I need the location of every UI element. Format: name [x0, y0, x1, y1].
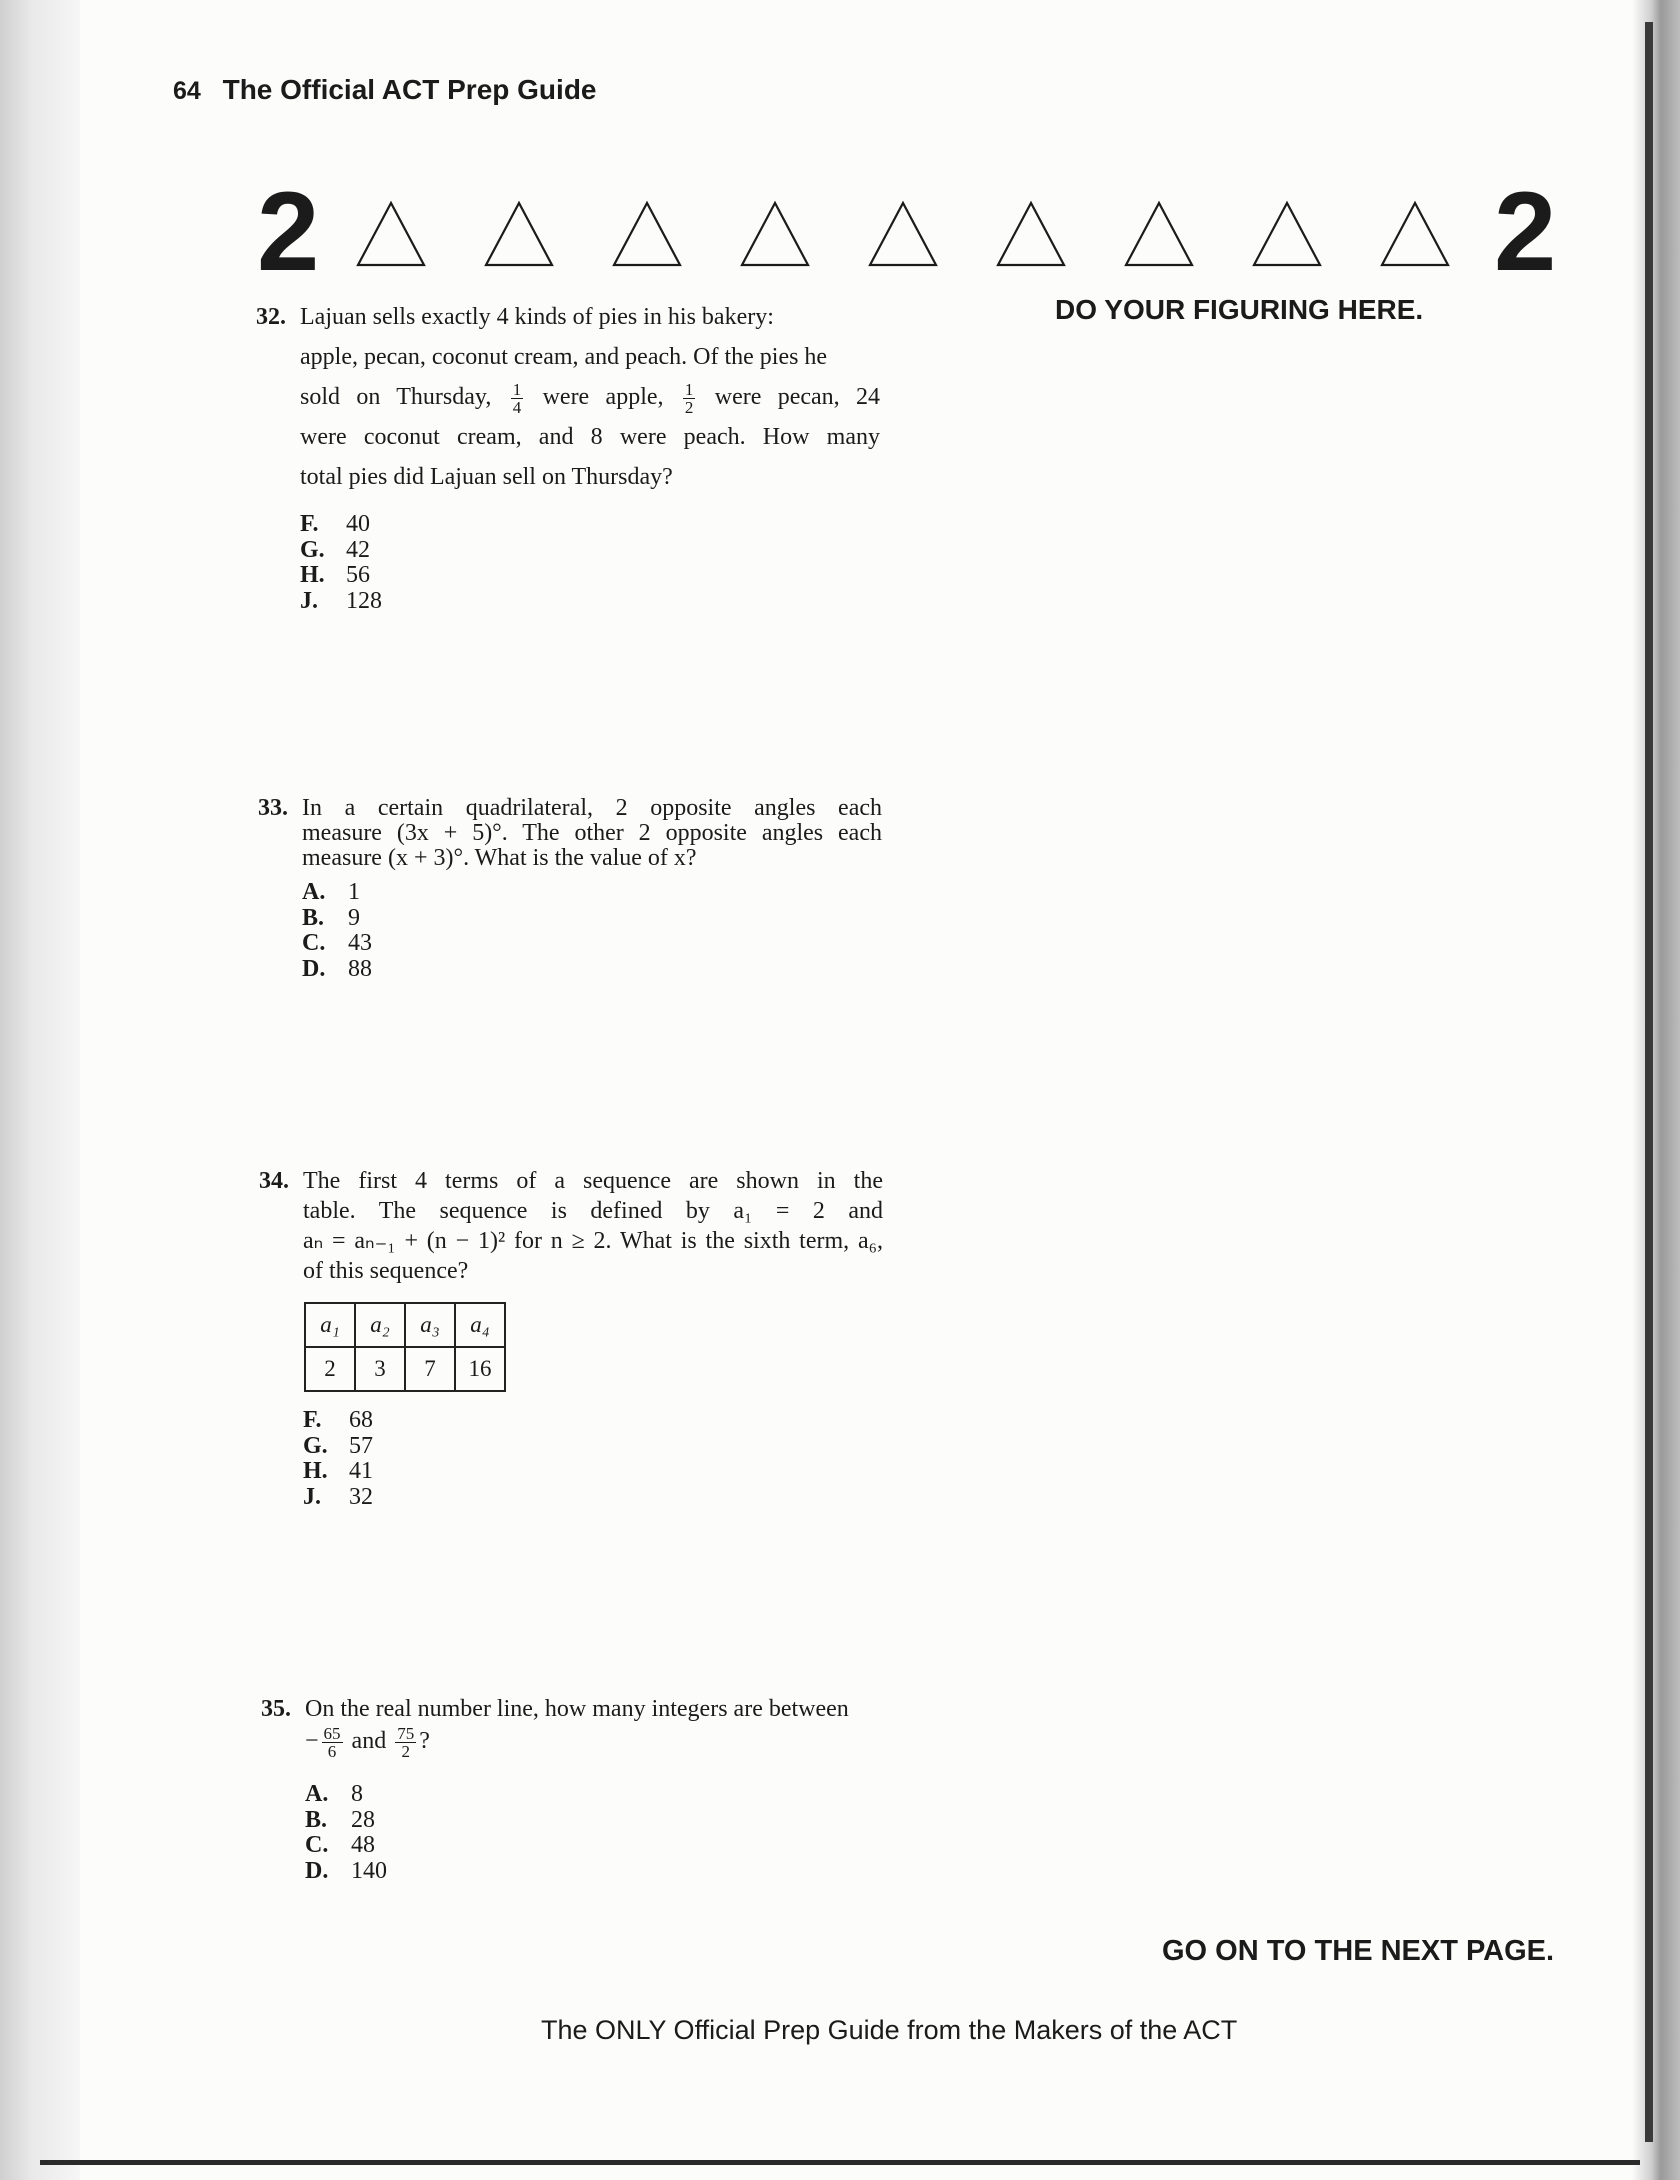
choice-text: 140	[351, 1857, 387, 1884]
answer-choices-34	[303, 1408, 373, 1510]
table-row	[305, 1347, 505, 1391]
question-text-line: The first 4 terms of a sequence are shown in the	[303, 1168, 883, 1194]
choice-letter: J.	[303, 1483, 321, 1510]
question-text-line: aₙ = aₙ₋₁ + (n − 1)² for n ≥ 2. What is the sixth term, a₆,	[303, 1228, 883, 1254]
choice-letter: D.	[302, 955, 326, 982]
triangle-icon	[1382, 203, 1448, 265]
fraction	[683, 381, 696, 416]
triangle-icon	[1126, 203, 1192, 265]
choice-letter: H.	[303, 1458, 328, 1484]
go-on-notice: GO ON TO THE NEXT PAGE.	[1162, 1935, 1555, 1967]
answer-choice[interactable]	[305, 1833, 387, 1859]
running-header	[173, 74, 597, 106]
triangle-icon	[614, 203, 680, 265]
text-segment: were pecan, 24	[714, 384, 881, 410]
question-33	[258, 795, 882, 871]
table-cell: 7	[405, 1347, 455, 1391]
book-title: The Official ACT Prep Guide	[222, 74, 597, 105]
figuring-area-label: DO YOUR FIGURING HERE.	[1055, 294, 1424, 325]
section-number-right: 2	[1494, 169, 1557, 294]
answer-choice[interactable]	[303, 1459, 373, 1485]
triangle-banner	[350, 200, 1470, 270]
question-text-line: were coconut cream, and 8 were peach. How many	[300, 424, 880, 450]
question-number: 33.	[258, 795, 288, 821]
numerator: 1	[512, 379, 522, 399]
choice-text: 56	[346, 562, 370, 588]
page-number: 64	[173, 77, 201, 105]
answer-choice[interactable]	[302, 957, 372, 983]
answer-choice[interactable]	[300, 563, 382, 589]
choice-letter: H.	[300, 562, 325, 588]
answer-choice[interactable]	[303, 1485, 373, 1511]
choice-letter: C.	[302, 930, 326, 956]
fraction	[322, 1725, 343, 1760]
question-text-line	[305, 1725, 905, 1760]
choice-letter: C.	[305, 1832, 329, 1858]
text-segment: sold on Thursday,	[300, 384, 492, 410]
answer-choice[interactable]	[303, 1408, 373, 1434]
answer-choice[interactable]	[305, 1859, 387, 1885]
answer-choice[interactable]	[305, 1808, 387, 1834]
page-footer: The ONLY Official Prep Guide from the Makers of the ACT	[541, 2015, 1238, 2045]
question-32	[256, 297, 881, 497]
triangle-icon	[486, 203, 552, 265]
question-text-line: measure (x + 3)°. What is the value of x?	[302, 845, 697, 871]
page-edge-shadow	[1632, 0, 1680, 2180]
choice-letter: B.	[302, 904, 325, 931]
choice-text: 1	[348, 879, 360, 905]
text-segment: were apple,	[542, 384, 664, 410]
choice-text: 32	[349, 1483, 373, 1510]
table-header-cell: a₄	[455, 1303, 505, 1347]
answer-choice[interactable]	[302, 906, 372, 932]
table-header-row	[305, 1303, 505, 1347]
question-text-line: of this sequence?	[303, 1258, 469, 1284]
choice-letter: A.	[302, 879, 326, 905]
fraction	[511, 381, 524, 416]
answer-choice[interactable]	[300, 589, 382, 615]
choice-text: 41	[349, 1458, 373, 1484]
answer-choice[interactable]	[300, 538, 382, 564]
table-header-cell: a₃	[405, 1303, 455, 1347]
question-number: 35.	[261, 1696, 291, 1722]
text-segment: and	[351, 1728, 387, 1755]
answer-choices-35	[305, 1782, 387, 1884]
question-text-line: total pies did Lajuan sell on Thursday?	[300, 464, 673, 490]
triangle-icon	[358, 203, 424, 265]
fraction	[395, 1725, 416, 1760]
answer-choice[interactable]	[305, 1782, 387, 1808]
choice-text: 40	[346, 511, 370, 537]
section-number-left: 2	[257, 169, 320, 294]
table-header-cell: a₂	[355, 1303, 405, 1347]
question-text-line: apple, pecan, coconut cream, and peach. Of the pies he	[300, 344, 828, 370]
question-number: 34.	[259, 1168, 289, 1194]
choice-text: 48	[351, 1832, 375, 1858]
choice-text: 43	[348, 930, 372, 956]
triangle-icon	[742, 203, 808, 265]
choice-text: 57	[349, 1432, 373, 1459]
answer-choices-33	[302, 880, 372, 982]
denominator: 2	[401, 1742, 410, 1761]
numerator: 1	[684, 379, 694, 399]
choice-letter: D.	[305, 1857, 329, 1884]
bottom-rule	[40, 2160, 1640, 2165]
choice-letter: F.	[303, 1407, 322, 1433]
question-text-line: In a certain quadrilateral, 2 opposite angles each	[302, 795, 882, 821]
table-cell: 16	[455, 1347, 505, 1391]
answer-choice[interactable]	[302, 931, 372, 957]
denominator: 2	[684, 397, 694, 417]
question-text-line: measure (3x + 5)°. The other 2 opposite angles each	[302, 820, 882, 846]
answer-choice[interactable]	[303, 1434, 373, 1460]
choice-letter: A.	[305, 1781, 329, 1807]
answer-choices-32	[300, 512, 382, 614]
table-header-cell: a₁	[305, 1303, 355, 1347]
choice-text: 68	[349, 1407, 373, 1433]
choice-text: 9	[348, 904, 360, 931]
answer-choice[interactable]	[302, 880, 372, 906]
question-number: 32.	[256, 304, 286, 330]
page-edge-bar	[1645, 22, 1653, 2142]
question-34	[259, 1166, 883, 1286]
choice-letter: J.	[300, 587, 318, 614]
question-text-line	[300, 377, 880, 417]
choice-text: 128	[346, 587, 382, 614]
table-cell: 2	[305, 1347, 355, 1391]
choice-letter: F.	[300, 511, 319, 537]
sequence-table	[304, 1302, 506, 1392]
choice-letter: G.	[300, 536, 325, 563]
triangle-icon	[998, 203, 1064, 265]
question-text-line: On the real number line, how many integers are between	[305, 1696, 849, 1722]
minus-sign: −	[305, 1728, 319, 1755]
choice-letter: G.	[303, 1432, 328, 1459]
answer-choice[interactable]	[300, 512, 382, 538]
table-cell: 3	[355, 1347, 405, 1391]
choice-text: 42	[346, 536, 370, 563]
question-35	[261, 1693, 905, 1761]
page-binding-shadow	[0, 0, 80, 2180]
denominator: 4	[512, 397, 522, 417]
question-text-line: table. The sequence is defined by a₁ = 2 and	[303, 1198, 883, 1224]
numerator: 65	[323, 1724, 341, 1743]
text-segment: ?	[419, 1728, 430, 1755]
denominator: 6	[327, 1742, 337, 1761]
numerator: 75	[397, 1724, 415, 1743]
choice-letter: B.	[305, 1806, 328, 1833]
question-text-line: Lajuan sells exactly 4 kinds of pies in his bakery:	[300, 304, 774, 330]
triangle-icon	[1254, 203, 1320, 265]
choice-text: 8	[351, 1781, 363, 1807]
choice-text: 28	[351, 1806, 375, 1833]
triangle-icon	[870, 203, 936, 265]
choice-text: 88	[348, 955, 372, 982]
